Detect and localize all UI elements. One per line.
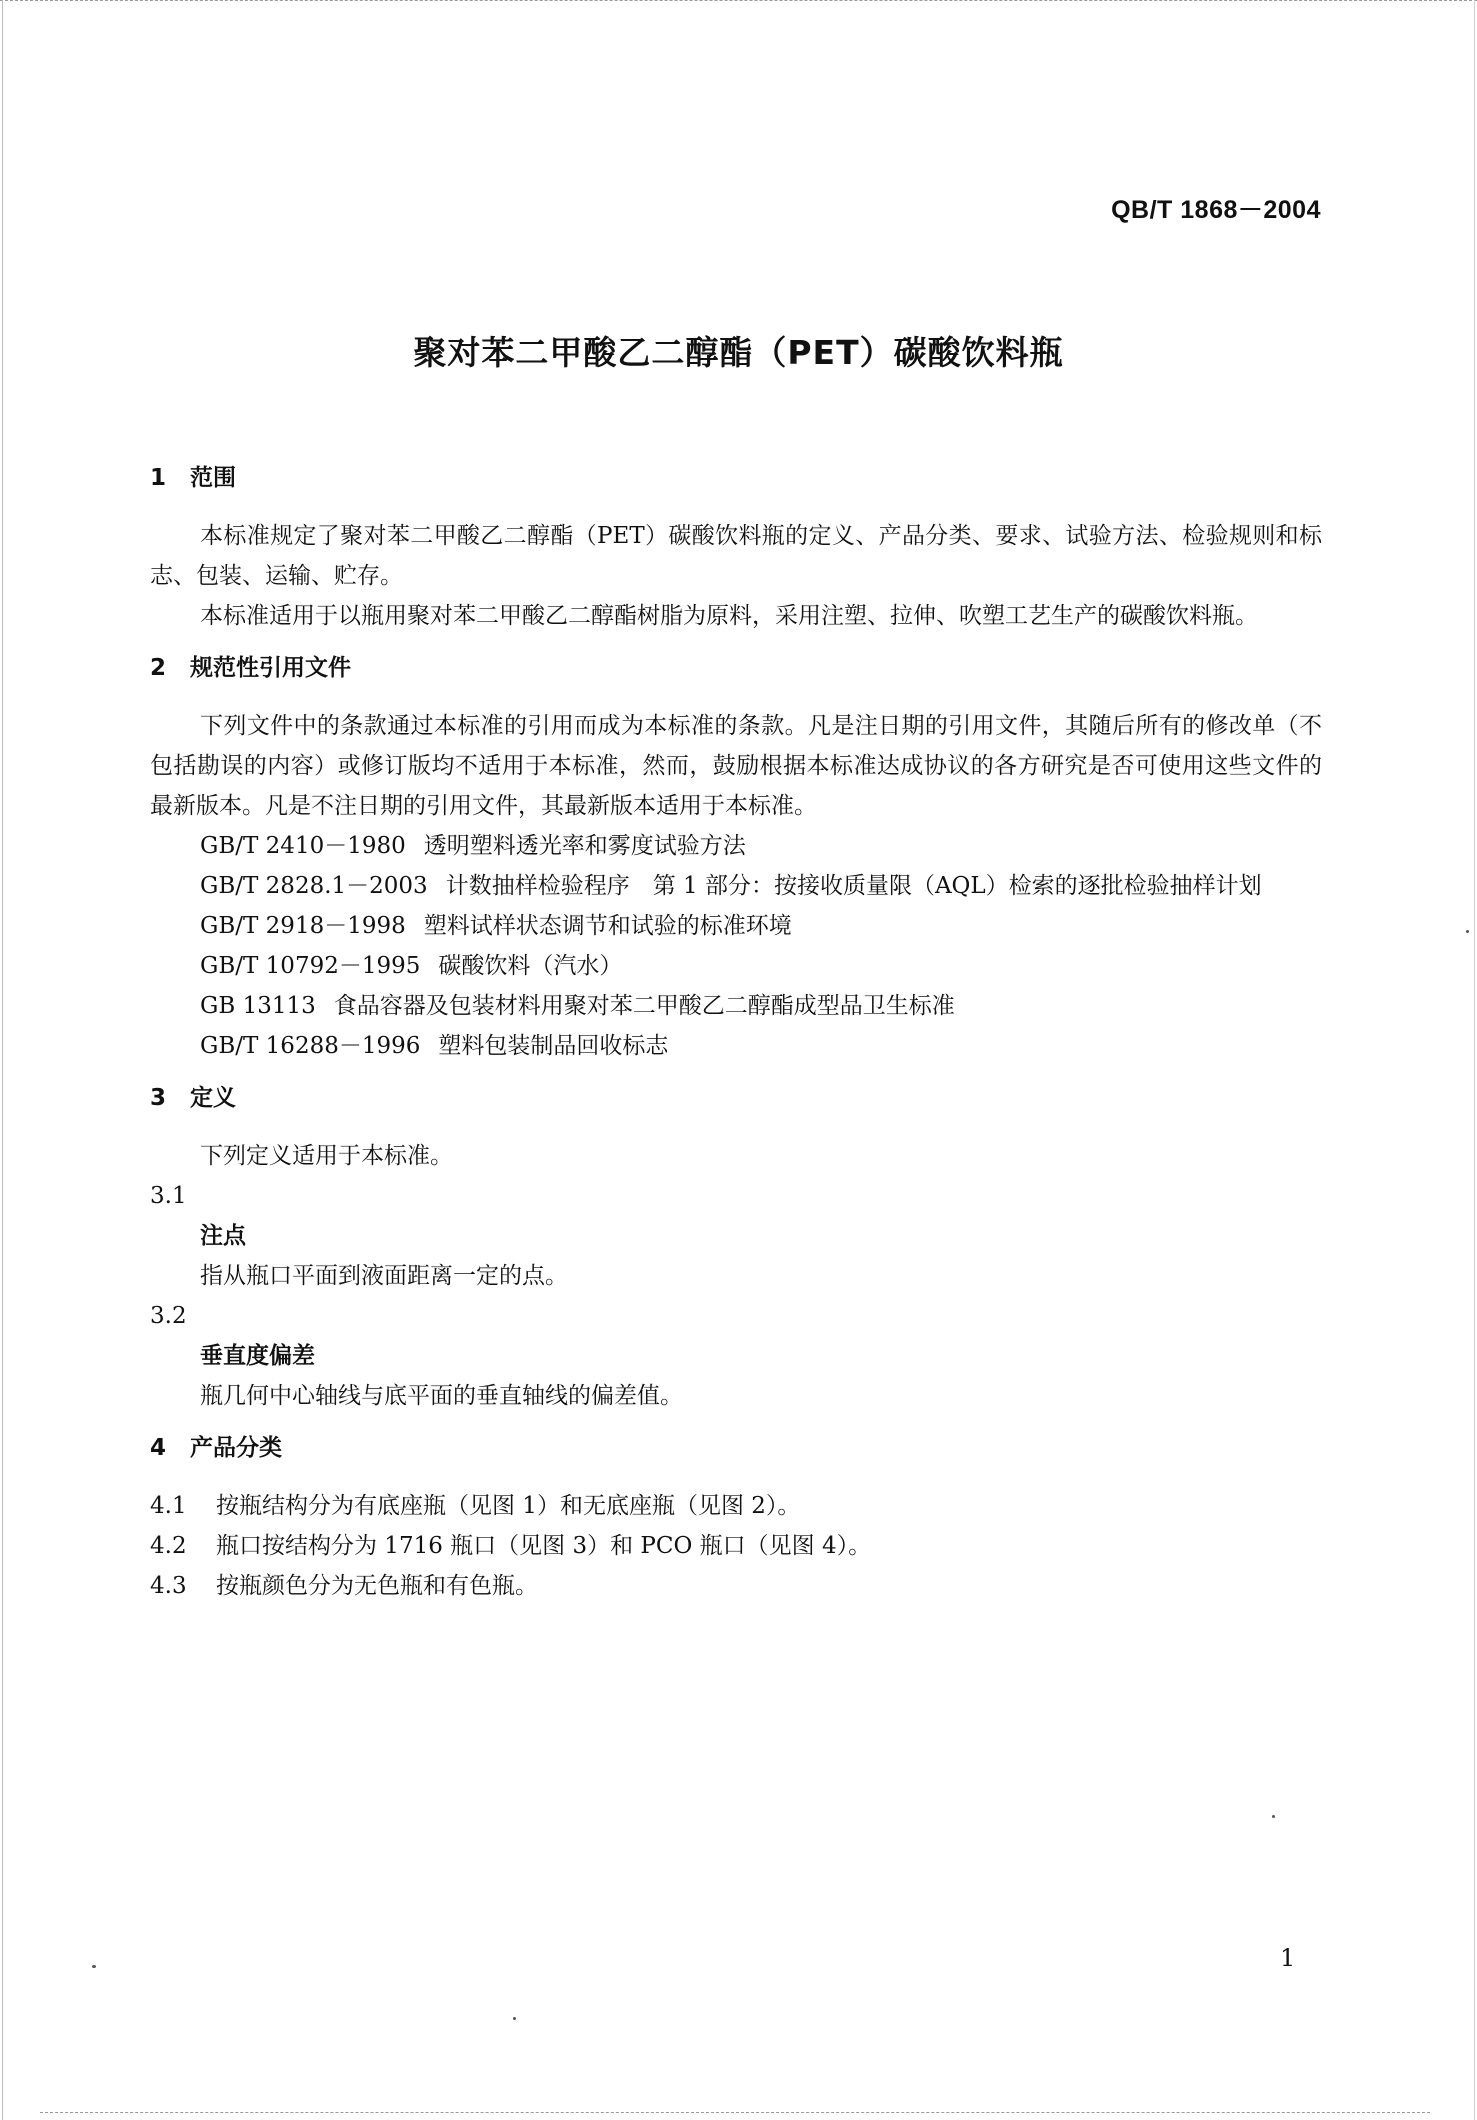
- reference-code: GB/T 10792－1995: [200, 953, 421, 979]
- page-edge-left: [2, 0, 3, 2120]
- page-edge-right: [1474, 0, 1475, 2120]
- term-name: 垂直度偏差: [200, 1343, 315, 1369]
- page-number: 1: [1280, 1944, 1296, 1972]
- section-title: 产品分类: [190, 1435, 282, 1461]
- reference-code: GB/T 16288－1996: [200, 1033, 421, 1059]
- section-heading-scope: [150, 458, 1322, 498]
- clause-text: 按瓶结构分为有底座瓶（见图 1）和无底座瓶（见图 2）。: [216, 1493, 801, 1519]
- reference-item: [150, 826, 1322, 866]
- reference-name: 透明塑料透光率和雾度试验方法: [423, 833, 746, 859]
- clause-item: [150, 1486, 1322, 1526]
- scan-speck: [513, 2017, 516, 2020]
- reference-code: GB 13113: [200, 993, 316, 1019]
- reference-name: 碳酸饮料（汽水）: [438, 953, 623, 979]
- section-heading-product-classification: [150, 1428, 1322, 1468]
- term-definition: 指从瓶口平面到液面距离一定的点。: [200, 1263, 568, 1289]
- section-heading-definitions: [150, 1078, 1322, 1118]
- clause-item: [150, 1566, 1322, 1606]
- reference-code: GB/T 2410－1980: [200, 833, 406, 859]
- section-number: 2: [150, 655, 167, 681]
- section-number: 4: [150, 1435, 167, 1461]
- clause-number: 3.2: [150, 1303, 187, 1329]
- reference-item: [150, 986, 1322, 1026]
- clause-number: 4.1: [150, 1493, 187, 1519]
- clause-text: 瓶口按结构分为 1716 瓶口（见图 3）和 PCO 瓶口（见图 4）。: [216, 1533, 872, 1559]
- section-title: 范围: [190, 465, 236, 491]
- paragraph: 下列定义适用于本标准。: [200, 1143, 453, 1169]
- page-edge-bottom: [40, 2112, 1430, 2114]
- reference-name: 塑料包装制品回收标志: [438, 1033, 669, 1059]
- reference-name: 塑料试样状态调节和试验的标准环境: [423, 913, 792, 939]
- section-number: 3: [150, 1085, 167, 1111]
- reference-item: [150, 1026, 1322, 1066]
- section-title: 规范性引用文件: [190, 655, 351, 681]
- term-definition: 瓶几何中心轴线与底平面的垂直轴线的偏差值。: [200, 1383, 683, 1409]
- reference-item: [150, 866, 1322, 906]
- reference-code: GB/T 2918－1998: [200, 913, 406, 939]
- scan-speck: [1272, 1815, 1275, 1818]
- section-title: 定义: [190, 1085, 236, 1111]
- reference-item: [150, 906, 1322, 946]
- scan-speck: [92, 1965, 96, 1968]
- clause-number: 4.3: [150, 1573, 187, 1599]
- clause-number: 4.2: [150, 1533, 187, 1559]
- reference-code: GB/T 2828.1－2003: [200, 873, 428, 899]
- reference-name: 食品容器及包装材料用聚对苯二甲酸乙二醇酯成型品卫生标准: [333, 993, 955, 1019]
- clause-item: [150, 1526, 1322, 1566]
- paragraph: 本标准适用于以瓶用聚对苯二甲酸乙二醇酯树脂为原料，采用注塑、拉伸、吹塑工艺生产的碳酸饮料瓶。: [200, 603, 1258, 629]
- section-heading-normative-references: [150, 648, 1322, 688]
- paragraph: 本标准规定了聚对苯二甲酸乙二醇酯（PET）碳酸饮料瓶的定义、产品分类、要求、试验方法、检验规则和标志、包装、运输、贮存。: [150, 523, 1322, 589]
- page-edge-top: [0, 0, 1477, 3]
- scan-speck: [1466, 930, 1469, 933]
- document-title: 聚对苯二甲酸乙二醇酯（PET）碳酸饮料瓶: [413, 333, 1064, 372]
- reference-item: [150, 946, 1322, 986]
- paragraph: 下列文件中的条款通过本标准的引用而成为本标准的条款。凡是注日期的引用文件，其随后所有的修改单（不包括勘误的内容）或修订版均不适用于本标准，然而，鼓励根据本标准达成协议的各方研究是否可使用这些文件的最新版本。凡是不注日期的引用文件，其最新版本适用于本标准。: [150, 713, 1322, 819]
- clause-number: 3.1: [150, 1183, 187, 1209]
- standard-code: QB/T 1868－2004: [1111, 196, 1321, 224]
- section-number: 1: [150, 465, 167, 491]
- reference-name: 计数抽样检验程序 第 1 部分：按接收质量限（AQL）检索的逐批检验抽样计划: [445, 873, 1262, 899]
- clause-text: 按瓶颜色分为无色瓶和有色瓶。: [216, 1573, 538, 1599]
- document-body: [150, 458, 1322, 1606]
- term-name: 注点: [200, 1223, 246, 1249]
